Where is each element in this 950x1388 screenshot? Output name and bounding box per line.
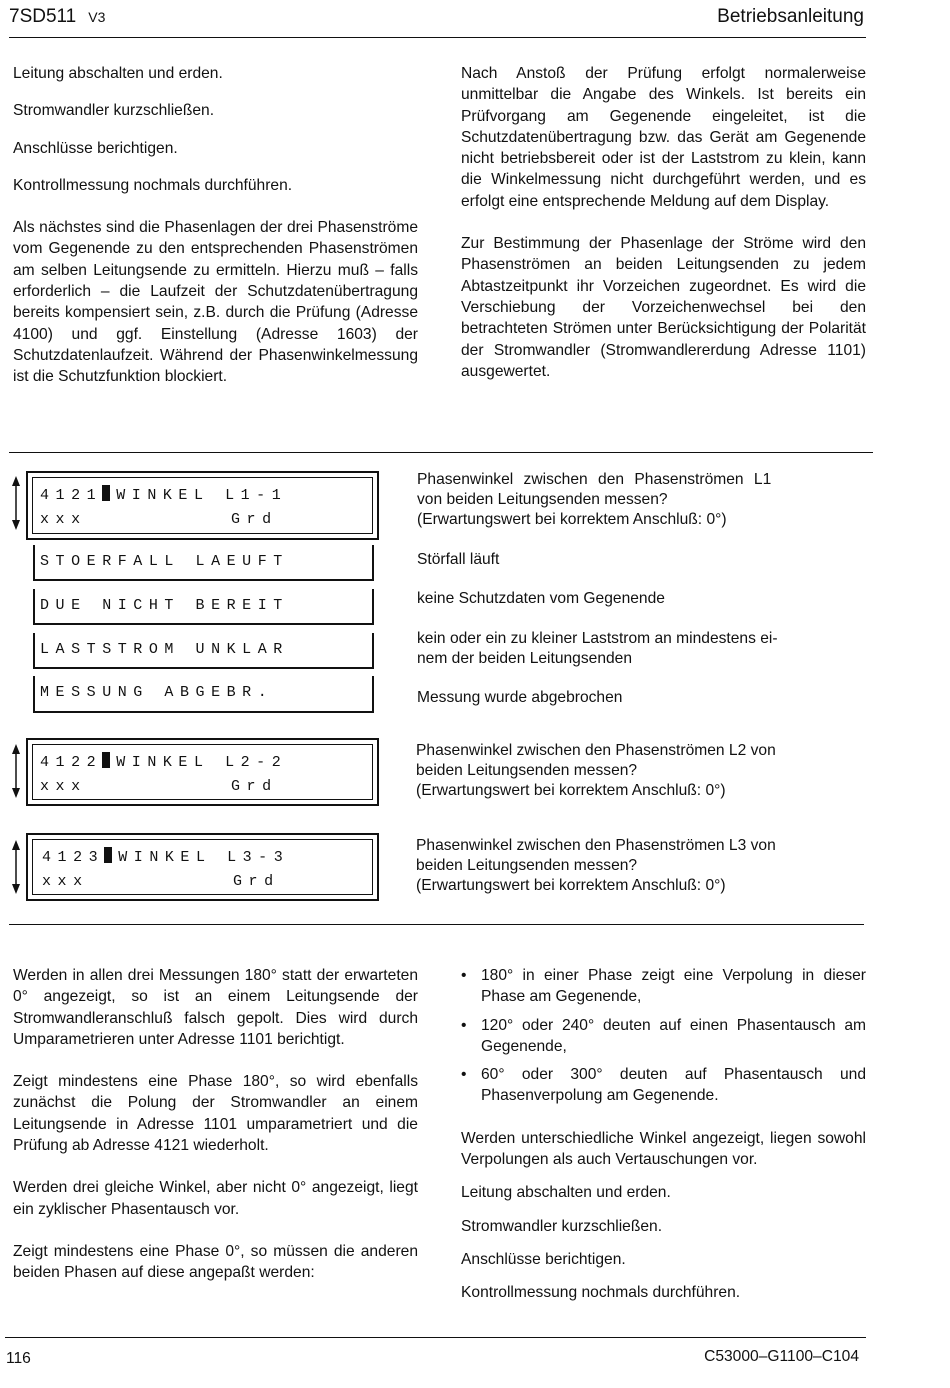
up-down-arrow-icon	[10, 840, 22, 894]
message-display-stoerfall: STOERFALL LAEUFT	[33, 545, 374, 581]
doc-version: V3	[88, 9, 106, 25]
display-4122-unit: Grd	[231, 778, 278, 795]
mixed-angles-paragraph: Werden unterschiedliche Winkel angezeigt, liegen sowohl Verpolungen als auch Vertauschungen vor.	[461, 1129, 866, 1169]
angle-bullet-list	[461, 965, 866, 1107]
message-display-due: DUE NICHT BEREIT	[33, 589, 374, 625]
bottom-left-column	[13, 965, 418, 1284]
step-4: Kontrollmessung nochmals durchführen.	[13, 176, 293, 194]
bullet-item: • 120° oder 240° deuten auf einen Phasentausch am Gegenende,	[461, 1016, 866, 1055]
display-4121-unit: Grd	[231, 511, 278, 528]
display-4123-value: xxx	[42, 873, 89, 890]
doc-title: Betriebsanleitung	[717, 6, 864, 27]
phase-determination-paragraph: Zur Bestimmung der Phasenlage der Ströme wird den Phasenströmen an beiden Leitungsenden zu jedem Abtastzeitpunkt ihr Vorzeichen zugeordnet. Es wird die Verschiebung der Vorzeichenwechsel bei den betrachteten Strömen unter Berücksichtigung der Polarität der Stromwandler (Stromwandlererdung Adresse 1101) ausgewertet.	[461, 235, 866, 380]
one-180-paragraph: Zeigt mindestens eine Phase 180°, so wird ebenfalls zunächst die Polung der Stromwandler an einem Leitungsende in Adresse 1101 umparametriert und die Prüfung ab Adresse 4121 wiederholt.	[13, 1073, 418, 1155]
display-4121-value: xxx	[40, 511, 87, 528]
display-4123-line1: WINKEL L3-3	[118, 849, 290, 866]
message-display-laststrom: LASTSTROM UNKLAR	[33, 633, 374, 669]
message-display-messung: MESSUNG ABGEBR.	[33, 676, 374, 713]
display-4121-description: Phasenwinkel zwischen den Phasenströmen L1 von beiden Leitungsenden messen? (Erwartungswert bei korrektem Anschluß: 0°)	[417, 471, 772, 528]
step-2: Stromwandler kurzschließen.	[461, 1217, 663, 1235]
step-3: Anschlüsse berichtigen.	[461, 1250, 626, 1268]
display-4123-address: 4123	[42, 849, 105, 866]
step-3: Anschlüsse berichtigen.	[13, 139, 178, 157]
cyclic-swap-paragraph: Werden drei gleiche Winkel, aber nicht 0° angezeigt, liegt ein zyklischer Phasentausch vor.	[13, 1179, 418, 1218]
bullet-item: • 180° in einer Phase zeigt eine Verpolung in dieser Phase am Gegenende,	[461, 967, 866, 1006]
display-4123	[26, 833, 379, 901]
message-stoerfall-description: Störfall läuft	[417, 551, 500, 568]
doc-model: 7SD511 V3	[9, 6, 106, 27]
step-4: Kontrollmessung nochmals durchführen.	[461, 1284, 741, 1302]
message-messung-description: Messung wurde abgebrochen	[417, 689, 623, 706]
display-4123-description: Phasenwinkel zwischen den Phasenströmen L3 von beiden Leitungsenden messen? (Erwartungswert bei korrektem Anschluß: 0°)	[416, 837, 776, 894]
display-4122	[26, 738, 379, 806]
display-4122-description: Phasenwinkel zwischen den Phasenströmen L2 von beiden Leitungsenden messen? (Erwartungswert bei korrektem Anschluß: 0°)	[416, 742, 776, 799]
step-2: Stromwandler kurzschließen.	[13, 102, 215, 120]
up-down-arrow-icon	[10, 744, 22, 798]
step-1: Leitung abschalten und erden.	[13, 65, 223, 82]
message-laststrom-description: kein oder ein zu kleiner Laststrom an mindestens ei- nem der beiden Leitungsenden	[417, 630, 778, 667]
footer-rule	[5, 1337, 866, 1338]
display-4122-address: 4122	[40, 754, 103, 771]
all-180-paragraph: Werden in allen drei Messungen 180° statt der erwarteten 0° angezeigt, so ist an einem Leitungsende der Stromwandleranschluß falsch gepolt. Dies wird durch Umparametrieren unter Adresse 1101 berichtigt.	[13, 967, 418, 1048]
step-1: Leitung abschalten und erden.	[461, 1184, 671, 1202]
cursor-block	[104, 847, 112, 863]
bottom-right-column	[461, 965, 866, 1304]
display-4122-line1: WINKEL L2-2	[116, 754, 288, 771]
header-rule	[9, 37, 866, 38]
section-rule-top	[9, 452, 873, 453]
top-left-column	[13, 63, 418, 388]
test-start-paragraph: Nach Anstoß der Prüfung erfolgt normalerweise unmittelbar die Angabe des Winkels. Ist bereits ein Prüfvorgang am Gegenende eingeleitet, ist die Schutzdatenübertragung bzw. das Gerät am Gegenende nicht betriebsbereit oder ist der Laststrom zu klein, kann die Winkelmessung nicht durchgeführt werden, und es erfolgt eine entsprechende Meldung auf dem Display.	[461, 65, 866, 210]
one-0-paragraph: Zeigt mindestens eine Phase 0°, so müssen die anderen beiden Phasen auf diese angepaßt werden:	[13, 1242, 418, 1282]
document-number: C53000–G1100–C104	[704, 1348, 859, 1365]
display-4121-address: 4121	[40, 487, 103, 504]
up-down-arrow-icon	[10, 476, 22, 530]
page-number: 116	[6, 1350, 31, 1367]
bullet-item: • 60° oder 300° deuten auf Phasentausch und Phasenverpolung am Gegenende.	[461, 1066, 866, 1105]
cursor-block	[102, 485, 110, 501]
top-right-column	[461, 63, 866, 382]
section-rule-bottom	[9, 924, 864, 925]
display-4121-line1: WINKEL L1-1	[116, 487, 288, 504]
display-4122-value: xxx	[40, 778, 87, 795]
phase-intro-paragraph: Als nächstes sind die Phasenlagen der drei Phasenströme vom Gegenende zu den entsprechenden Phasenströmen am selben Leitungsende zu ermitteln. Hierzu muß – falls erforderlich – die Laufzeit der Schutzdatenübertragung bereits kompensiert sein, z.B. durch die Prüfung (Adresse 4100) und ggf. Einstellung (Adresse 1603) der Schutzdatenlaufzeit. Während der Phasenwinkelmessung ist die Schutzfunktion blockiert.	[13, 219, 418, 386]
cursor-block	[102, 752, 110, 768]
display-4123-unit: Grd	[233, 873, 280, 890]
display-4121	[26, 471, 379, 540]
message-due-description: keine Schutzdaten vom Gegenende	[417, 590, 665, 607]
